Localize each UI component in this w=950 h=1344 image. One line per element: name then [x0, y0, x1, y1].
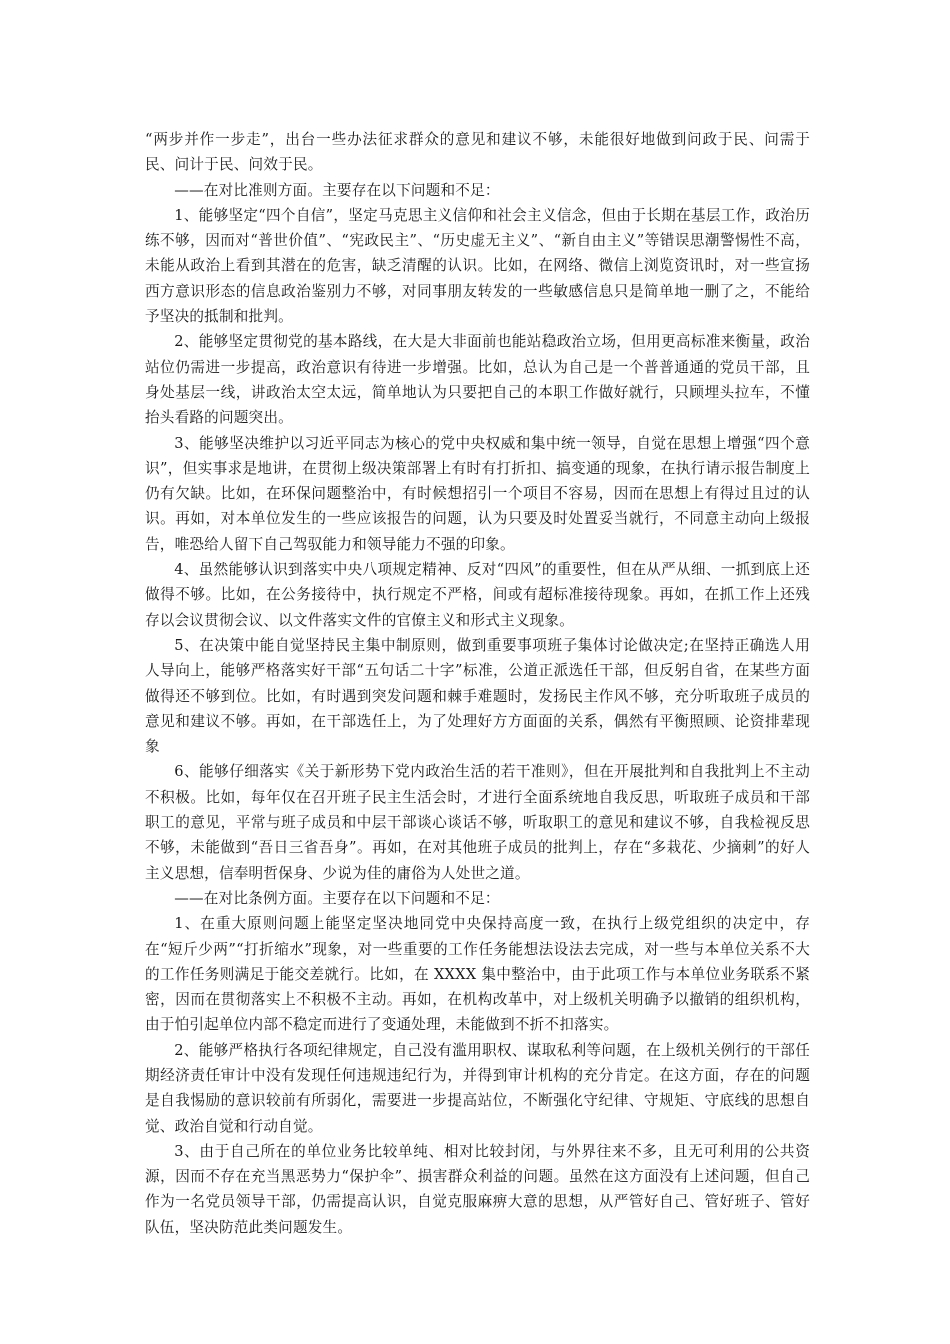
document-body	[145, 127, 810, 1240]
paragraph-continuation: “两步并作一步走”，出台一些办法征求群众的意见和建议不够，未能很好地做到问政于民、问需于民、问计于民、问效于民。	[145, 131, 810, 174]
paragraph-standards-6: 6、能够仔细落实《关于新形势下党内政治生活的若干准则》，但在开展批判和自我批判上不主动不积极。比如，每年仅在召开班子民主生活会时，才进行全面系统地自我反思，听取班子成员和干部职工的意见，平常与班子成员和中层干部谈心谈话不够，听取职工的意见和建议不够，自我检视反思不够，未能做到“吾日三省吾身”。再如，在对其他班子成员的批判上，存在“多栽花、少摘刺”的好人主义思想，信奉明哲保身、少说为佳的庸俗为人处世之道。	[145, 763, 810, 882]
paragraph-regulations-3: 3、由于自己所在的单位业务比较单纯、相对比较封闭，与外界往来不多，且无可利用的公共资源，因而不存在充当黑恶势力“保护伞”、损害群众利益的问题。虽然在这方面没有上述问题，但自己作为一名党员领导干部，仍需提高认识，自觉克服麻痹大意的思想，从严管好自己、管好班子、管好队伍，坚决防范此类问题发生。	[145, 1142, 810, 1236]
paragraph-standards-5: 5、在决策中能自觉坚持民主集中制原则，做到重要事项班子集体讨论做决定;在坚持正确选人用人导向上，能够严格落实好干部“五句话二十字”标准，公道正派选任干部，但反躬自省，在某些方面做得还不够到位。比如，有时遇到突发问题和棘手难题时，发扬民主作风不够，充分听取班子成员的意见和建议不够。再如，在干部选任上，为了处理好方方面面的关系，偶然有平衡照顾、论资排辈现象	[145, 636, 810, 756]
paragraph-regulations-1: 1、在重大原则问题上能坚定坚决地同党中央保持高度一致，在执行上级党组织的决定中，存在“短斤少两”“打折缩水”现象，对一些重要的工作任务能想法设法去完成，对一些与本单位关系不大的工作任务则满足于能交差就行。比如，在 XXXX 集中整治中，由于此项工作与本单位业务联系不紧密，因而在贯彻落实上不积极不主动。再如，在机构改革中，对上级机关明确予以撤销的组织机构，由于怕引起单位内部不稳定而进行了变通处理，未能做到不折不扣落实。	[145, 915, 810, 1034]
section-heading-standards: ——在对比准则方面。主要存在以下问题和不足：	[174, 181, 500, 199]
paragraph-regulations-2: 2、能够严格执行各项纪律规定，自己没有滥用职权、谋取私利等问题，在上级机关例行的干部任期经济责任审计中没有发现任何违规违纪行为，并得到审计机构的充分肯定。在这方面，存在的问题是自我惕励的意识较前有所弱化，需要进一步提高站位，不断强化守纪律、守规矩、守底线的思想自觉、政治自觉和行动自觉。	[145, 1041, 810, 1135]
section-heading-regulations: ——在对比条例方面。主要存在以下问题和不足：	[174, 889, 500, 907]
paragraph-standards-4: 4、虽然能够认识到落实中央八项规定精神、反对“四风”的重要性，但在从严从细、一抓到底上还做得不够。比如，在公务接待中，执行规定不严格，间或有超标准接待现象。再如，在抓工作上还残存以会议贯彻会议、以文件落实文件的官僚主义和形式主义现象。	[145, 561, 810, 629]
paragraph-standards-3: 3、能够坚决维护以习近平同志为核心的党中央权威和集中统一领导，自觉在思想上增强“四个意识”，但实事求是地讲，在贯彻上级决策部署上有时有打折扣、搞变通的现象，在执行请示报告制度上仍有欠缺。比如，在环保问题整治中，有时候想招引一个项目不容易，因而在思想上有得过且过的认识。再如，对本单位发生的一些应该报告的问题，认为只要及时处置妥当就行，不同意主动向上级报告，唯恐给人留下自己驾驭能力和领导能力不强的印象。	[145, 434, 810, 553]
paragraph-standards-2: 2、能够坚定贯彻党的基本路线，在大是大非面前也能站稳政治立场，但用更高标准来衡量，政治站位仍需进一步提高，政治意识有待进一步增强。比如，总认为自己是一个普普通通的党员干部，且身处基层一线，讲政治太空太远，简单地认为只要把自己的本职工作做好就行，只顾埋头拉车，不懂抬头看路的问题突出。	[145, 333, 810, 427]
paragraph-standards-1: 1、能够坚定“四个自信”，坚定马克思主义信仰和社会主义信念，但由于长期在基层工作，政治历练不够，因而对“普世价值”、“宪政民主”、“历史虚无主义”、“新自由主义”等错误思潮警惕性不高，未能从政治上看到其潜在的危害，缺乏清醒的认识。比如，在网络、微信上浏览资讯时，对一些宣扬西方意识形态的信息政治鉴别力不够，对同事朋友转发的一些敏感信息只是简单地一删了之，不能给予坚决的抵制和批判。	[145, 206, 810, 326]
